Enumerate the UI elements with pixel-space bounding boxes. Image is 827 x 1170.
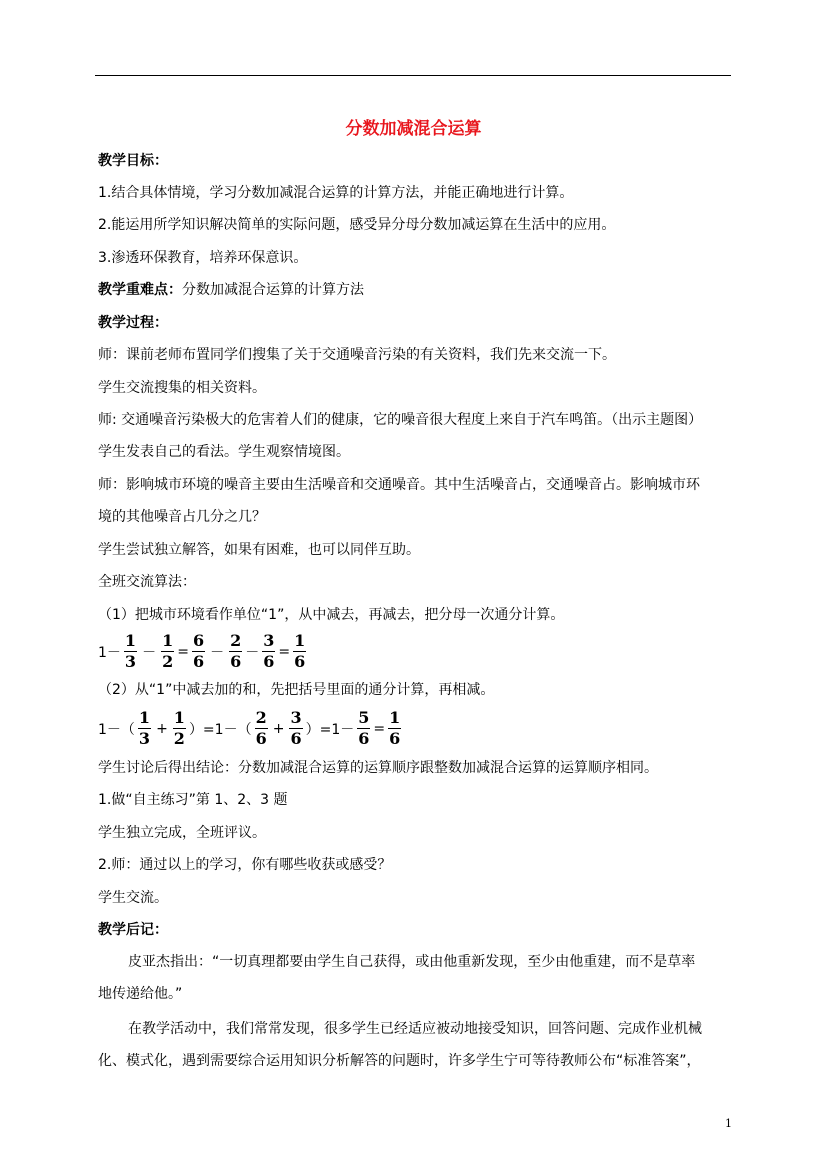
fraction: $\frac{1}{2}$ (173, 708, 185, 748)
goal-2: 2.能运用所学知识解决简单的实际问题，感受异分母分数加减运算在生活中的应用。 (98, 217, 616, 233)
key-text: 分数加减混合运算的计算方法 (182, 282, 364, 298)
process-line-3: 师: 交通噪音污染极大的危害着人们的健康，它的噪音很大程度上来自于汽车鸣笛。（出示主题图） (98, 412, 703, 428)
operator: + (156, 720, 168, 737)
postscript-line-4: 化、模式化，遇到需要综合运用知识分析解答的问题时，许多学生宁可等待教师公布“标准答案”， (98, 1053, 701, 1069)
process-line-2: 学生交流搜集的相关资料。 (98, 380, 266, 396)
key-heading: 教学重难点： (98, 282, 182, 298)
method-2: （2）从“1”中减去加的和，先把括号里面的通分计算，再相减。 (98, 682, 495, 698)
equation-2 (98, 709, 404, 748)
postscript-line-1: 皮亚杰指出：“一切真理都要由学生自己获得，或由他重新发现，至少由他重建，而不是草率 (128, 954, 696, 970)
goal-3: 3.渗透环保教育，培养环保意识。 (98, 250, 308, 266)
operator: － (210, 644, 225, 661)
operator: ）=1－（ (188, 721, 252, 738)
fraction: $\frac{5}{6}$ (358, 708, 370, 748)
operator: + (272, 720, 285, 737)
fraction: $\frac{1}{6}$ (294, 631, 306, 671)
process-line-1: 师：课前老师布置同学们搜集了关于交通噪音污染的有关资料，我们先来交流一下。 (98, 347, 616, 363)
postscript-line-2: 地传递给他。” (98, 986, 183, 1002)
fraction: $\frac{1}{2}$ (162, 631, 174, 671)
fraction: $\frac{3}{6}$ (263, 631, 275, 671)
process-line-8: 全班交流算法： (98, 574, 196, 590)
operator: － (142, 644, 157, 661)
eq1-start: 1－ (98, 644, 121, 661)
fraction: $\frac{1}{6}$ (389, 708, 401, 748)
method-1: （1）把城市环境看作单位“1”，从中减去，再减去，把分母一次通分计算。 (98, 607, 565, 623)
fraction: $\frac{1}{3}$ (138, 708, 151, 748)
postscript-line-3: 在教学活动中，我们常常发现，很多学生已经适应被动地接受知识，回答问题、完成作业机械 (128, 1021, 702, 1037)
operator: = (373, 720, 386, 737)
fraction: $\frac{6}{6}$ (192, 631, 205, 671)
process-line-7: 学生尝试独立解答，如果有困难，也可以同伴互助。 (98, 542, 420, 558)
fraction: $\frac{2}{6}$ (230, 631, 242, 671)
goals-heading: 教学目标： (98, 153, 168, 169)
process-line-5: 师：影响城市环境的噪音主要由生活噪音和交通噪音。其中生活噪音占，交通噪音占。影响城市环 (98, 477, 700, 493)
process-line-4: 学生发表自己的看法。学生观察情境图。 (98, 444, 350, 460)
fraction: $\frac{1}{3}$ (124, 631, 137, 671)
process-line-6: 境的其他噪音占几分之几？ (98, 509, 266, 525)
document-title: 分数加减混合运算 (345, 119, 482, 139)
page-number: 1 (725, 1117, 732, 1130)
eq2-start: 1－（ (98, 721, 135, 738)
key-points (98, 280, 364, 300)
equation-1 (98, 632, 309, 671)
operator: = (278, 643, 291, 660)
operator: ）=1－ (305, 721, 355, 738)
reflection-question: 2.师：通过以上的学习，你有哪些收获或感受？ (98, 857, 392, 873)
exchange-line: 学生交流。 (98, 890, 168, 906)
conclusion-line: 学生讨论后得出结论：分数加减混合运算的运算顺序跟整数加减混合运算的运算顺序相同。 (98, 760, 658, 776)
header-rule (95, 75, 731, 76)
operator: － (245, 644, 260, 661)
fraction: $\frac{3}{6}$ (290, 708, 302, 748)
goal-1: 1.结合具体情境，学习分数加减混合运算的计算方法，并能正确地进行计算。 (98, 185, 574, 201)
postscript-heading: 教学后记： (98, 922, 168, 938)
exercise-line: 1.做“自主练习”第 1、2、3 题 (98, 792, 288, 808)
review-line: 学生独立完成，全班评议。 (98, 825, 266, 841)
process-heading: 教学过程： (98, 315, 168, 331)
operator: = (177, 643, 189, 660)
fraction: $\frac{2}{6}$ (255, 708, 267, 748)
